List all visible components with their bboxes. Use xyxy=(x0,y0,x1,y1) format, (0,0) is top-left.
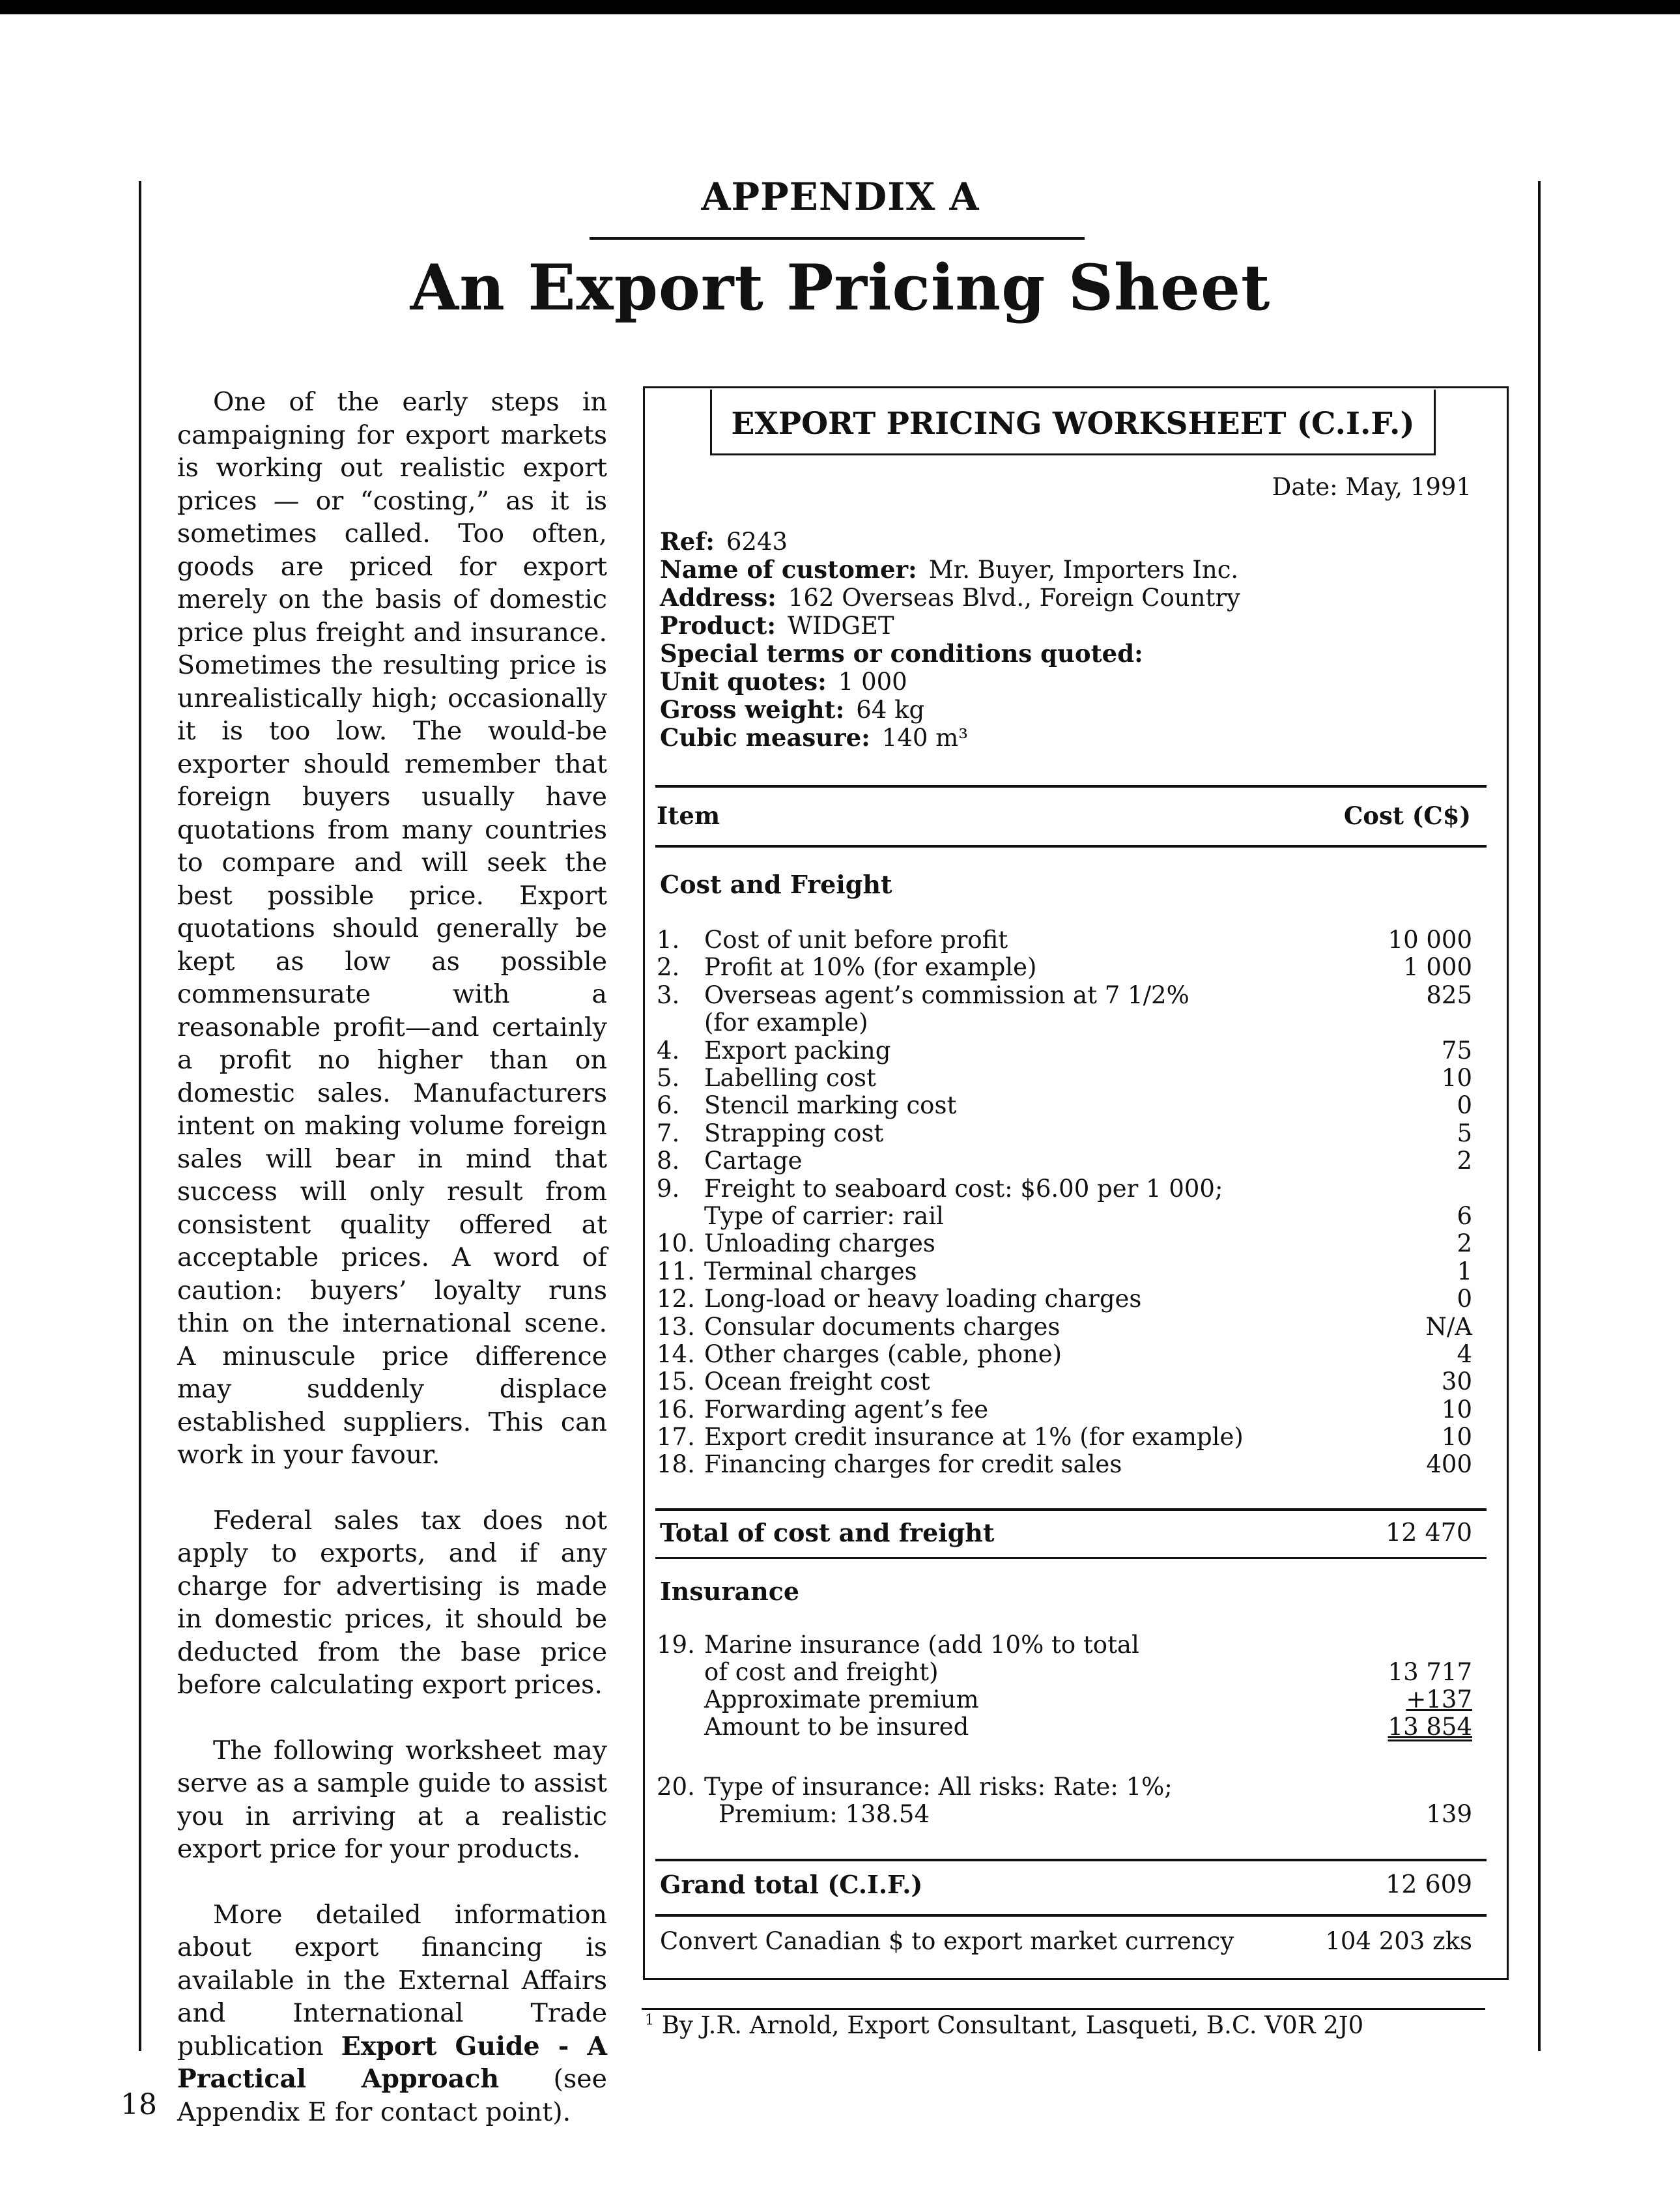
item-number: 2. xyxy=(657,953,680,982)
insurance-value: 13 717 xyxy=(1388,1658,1472,1686)
meta-unit-quotes xyxy=(660,668,1240,696)
cost-item-row xyxy=(657,1368,1472,1396)
total-divider xyxy=(655,1508,1487,1511)
item-label: Export packing xyxy=(704,1036,891,1065)
item-label: Export credit insurance at 1% (for example) xyxy=(704,1423,1244,1452)
footnote-mark: 1 xyxy=(645,2012,654,2029)
meta-label: Product: xyxy=(660,611,776,640)
right-margin-line xyxy=(1538,181,1541,2051)
meta-label: Cubic measure: xyxy=(660,723,870,752)
meta-label: Special terms or conditions quoted: xyxy=(660,639,1143,668)
worksheet-title: EXPORT PRICING WORKSHEET (C.I.F.) xyxy=(710,390,1436,455)
cost-item-row xyxy=(657,954,1472,981)
item-label: Freight to seaboard cost: $6.00 per 1 000; xyxy=(704,1174,1223,1203)
item-label: Long-load or heavy loading charges xyxy=(704,1285,1142,1313)
item-cost: 5 xyxy=(1457,1119,1472,1147)
total-cost-freight-value: 12 470 xyxy=(1386,1518,1472,1547)
amount-insured-value: 13 854 xyxy=(1388,1713,1472,1741)
item-label: Stencil marking cost xyxy=(704,1091,957,1120)
cost-item-row xyxy=(657,1037,1472,1065)
item-cost: 6 xyxy=(1457,1201,1472,1230)
meta-value: 162 Overseas Blvd., Foreign Country xyxy=(788,584,1240,612)
item-number: 5. xyxy=(657,1063,680,1092)
worksheet-meta xyxy=(660,528,1240,752)
cost-item-row xyxy=(657,1396,1472,1424)
section-insurance: Insurance xyxy=(660,1577,800,1606)
item-number: 3. xyxy=(657,981,680,1009)
column-header-item: Item xyxy=(657,801,720,830)
meta-product xyxy=(660,612,1240,640)
meta-value: 140 m³ xyxy=(881,724,969,752)
insurance-divider xyxy=(655,1557,1487,1559)
meta-divider xyxy=(655,785,1487,788)
footnote-text: By J.R. Arnold, Export Consultant, Lasqueti, B.C. V0R 2J0 xyxy=(661,2011,1364,2039)
meta-label: Gross weight: xyxy=(660,695,845,724)
worksheet-column-headers xyxy=(657,801,1471,830)
cost-item-row xyxy=(657,982,1472,1037)
item-label: Unloading charges xyxy=(704,1229,935,1258)
insurance-premium-value: 139 xyxy=(1426,1800,1472,1828)
title-divider xyxy=(590,237,1085,240)
cost-item-row xyxy=(657,926,1472,954)
page-number: 18 xyxy=(121,2088,157,2121)
cost-item-row xyxy=(657,1120,1472,1147)
section-cost-and-freight: Cost and Freight xyxy=(660,870,892,899)
column-header-cost: Cost (C$) xyxy=(1343,801,1471,830)
item-number: 16. xyxy=(657,1395,695,1424)
page-title: An Export Pricing Sheet xyxy=(410,251,1271,324)
scan-top-edge xyxy=(0,0,1680,14)
item-number: 11. xyxy=(657,1257,695,1285)
item-label: Terminal charges xyxy=(704,1257,917,1285)
paragraph-worksheet-guide: The following worksheet may serve as a sample guide to assist you in arriving at a realistic export price for your products. xyxy=(177,1735,607,1864)
paragraph-intro: One of the early steps in campaigning for export markets is working out realistic export prices — or “costing,” as it is sometimes called. Too often, goods are priced for export merely on the basis of domestic price plus freight and insurance. Sometimes the resulting price is unrealistically high; occasionally it is too low. The would-be exporter should remember that foreign buyers usually have quotations from many countries to compare and will seek the best possible price. Export quotations should generally be kept as low as possible commensurate with a reasonable profit—and certainly a profit no higher than on domestic sales. Manufacturers intent on making volume foreign sales will bear in mind that success will only result from consistent quality offered at acceptable prices. A word of caution: buyers’ loyalty runs thin on the international scene. A minuscule price difference may suddenly displace established suppliers. This can work in your favour. xyxy=(177,387,607,1470)
item-cost: 400 xyxy=(1426,1450,1472,1479)
item-label: Forwarding agent’s fee xyxy=(704,1395,989,1424)
item-label-continued: Type of carrier: rail xyxy=(704,1201,944,1230)
item-number: 12. xyxy=(657,1285,695,1313)
footnote-divider xyxy=(642,2008,1485,2010)
convert-divider xyxy=(655,1914,1487,1917)
body-text-column xyxy=(177,386,607,2161)
insurance-line: Amount to be insured xyxy=(704,1713,969,1741)
more-info-text: More detailed information about export financing is available in the External Affairs and International Trade publication xyxy=(177,1899,607,2061)
publication-title: Export Guide - A Practical Approach xyxy=(177,2031,608,2094)
grand-total-divider xyxy=(655,1859,1487,1861)
meta-gross-weight xyxy=(660,696,1240,724)
item-cost: 1 xyxy=(1457,1257,1472,1285)
paragraph-sales-tax: Federal sales tax does not apply to exports, and if any charge for advertising is made in domestic prices, it should be deducted from the base price before calculating export prices. xyxy=(177,1505,607,1700)
meta-value: 1 000 xyxy=(838,668,907,696)
meta-value: WIDGET xyxy=(788,612,894,640)
item-cost: N/A xyxy=(1425,1312,1472,1341)
item-label-continued: (for example) xyxy=(704,1009,868,1037)
meta-value: 6243 xyxy=(726,528,788,556)
item-label: Profit at 10% (for example) xyxy=(704,953,1037,982)
item-label: Strapping cost xyxy=(704,1119,884,1147)
item-number: 17. xyxy=(657,1423,695,1452)
item-cost: 30 xyxy=(1441,1368,1472,1396)
item-cost: 10 000 xyxy=(1388,926,1472,954)
grand-total-label: Grand total (C.I.F.) xyxy=(660,1870,923,1899)
meta-value: 64 kg xyxy=(856,696,925,724)
item-number: 14. xyxy=(657,1339,695,1368)
meta-cubic-measure xyxy=(660,724,1240,752)
item-number: 9. xyxy=(657,1174,680,1203)
item-label: Ocean freight cost xyxy=(704,1368,930,1396)
item-number: 13. xyxy=(657,1312,695,1341)
meta-label: Address: xyxy=(660,583,776,612)
convert-label: Convert Canadian $ to export market currency xyxy=(660,1927,1234,1955)
header-divider xyxy=(655,845,1487,848)
cost-item-row xyxy=(657,1230,1472,1257)
approx-premium-value: +137 xyxy=(1406,1685,1472,1713)
cost-item-row xyxy=(657,1092,1472,1119)
worksheet-date: Date: May, 1991 xyxy=(1272,473,1472,501)
item-label: Labelling cost xyxy=(704,1063,876,1092)
item-cost: 1 000 xyxy=(1403,953,1472,982)
item-label: Financing charges for credit sales xyxy=(704,1450,1122,1479)
footnote xyxy=(645,2011,1363,2039)
item-number: 6. xyxy=(657,1091,680,1120)
item-cost: 0 xyxy=(1457,1285,1472,1313)
meta-label: Unit quotes: xyxy=(660,667,827,696)
meta-value: Mr. Buyer, Importers Inc. xyxy=(928,556,1239,584)
item-number: 1. xyxy=(657,926,680,954)
item-cost: 2 xyxy=(1457,1147,1472,1175)
cost-item-row xyxy=(657,1147,1472,1175)
item-cost: 4 xyxy=(1457,1339,1472,1368)
cost-item-row xyxy=(657,1451,1472,1478)
cost-item-row xyxy=(657,1313,1472,1341)
meta-label: Ref: xyxy=(660,527,715,556)
cost-item-row xyxy=(657,1065,1472,1092)
item-cost: 0 xyxy=(1457,1091,1472,1120)
item-cost: 10 xyxy=(1441,1063,1472,1092)
item-number: 20. xyxy=(657,1773,695,1801)
item-label: Other charges (cable, phone) xyxy=(704,1339,1062,1368)
item-label: Cartage xyxy=(704,1147,803,1175)
item-number: 18. xyxy=(657,1450,695,1479)
cost-items-list xyxy=(657,926,1472,1479)
paragraph-more-info xyxy=(177,1898,607,2129)
item-cost: 2 xyxy=(1457,1229,1472,1258)
meta-special-terms xyxy=(660,640,1240,668)
meta-ref xyxy=(660,528,1240,556)
item-label: Consular documents charges xyxy=(704,1312,1061,1341)
meta-label: Name of customer: xyxy=(660,555,917,584)
grand-total-value: 12 609 xyxy=(1386,1870,1472,1898)
item-cost: 10 xyxy=(1441,1423,1472,1452)
cost-item-row xyxy=(657,1341,1472,1368)
item-number: 15. xyxy=(657,1368,695,1396)
meta-address xyxy=(660,584,1240,612)
item-label: Cost of unit before profit xyxy=(704,926,1008,954)
insurance-line: Approximate premium xyxy=(704,1685,979,1713)
item-cost: 75 xyxy=(1441,1036,1472,1065)
insurance-line: Premium: 138.54 xyxy=(719,1800,930,1828)
item-cost: 10 xyxy=(1441,1395,1472,1424)
item-number: 10. xyxy=(657,1229,695,1258)
item-number: 4. xyxy=(657,1036,680,1065)
cost-item-row xyxy=(657,1285,1472,1313)
insurance-line: Type of insurance: All risks: Rate: 1%; xyxy=(704,1773,1173,1801)
item-number: 8. xyxy=(657,1147,680,1175)
cost-item-row xyxy=(657,1424,1472,1451)
more-info-text-end: (see Appendix E for contact point). xyxy=(177,2064,607,2127)
left-margin-line xyxy=(139,181,141,2051)
cost-item-row xyxy=(657,1258,1472,1285)
meta-customer xyxy=(660,556,1240,584)
cost-item-row xyxy=(657,1175,1472,1231)
insurance-line: Marine insurance (add 10% to total xyxy=(704,1631,1139,1659)
appendix-label: APPENDIX A xyxy=(701,175,980,219)
item-number: 7. xyxy=(657,1119,680,1147)
item-label: Overseas agent’s commission at 7 1/2% xyxy=(704,981,1189,1009)
item-cost: 825 xyxy=(1426,981,1472,1009)
convert-value: 104 203 zks xyxy=(1325,1927,1472,1955)
total-cost-freight-label: Total of cost and freight xyxy=(660,1518,995,1547)
insurance-line: of cost and freight) xyxy=(704,1658,939,1686)
item-number: 19. xyxy=(657,1631,695,1659)
